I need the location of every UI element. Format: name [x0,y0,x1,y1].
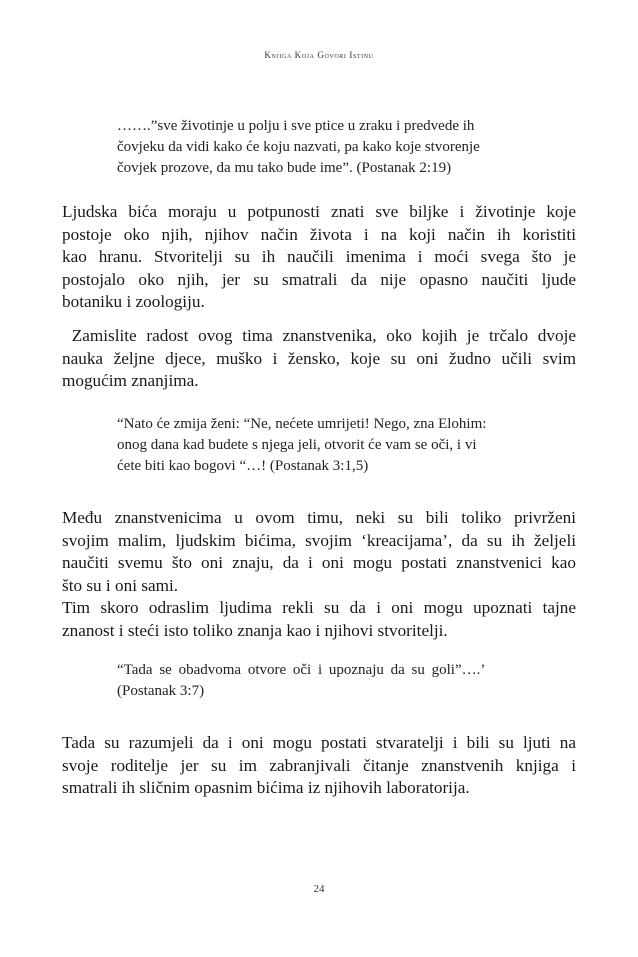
paragraph-line: Među znanstvenicima u ovom timu, neki su bili toliko privrženi [62,508,576,527]
bible-quote-genesis-2-19 [117,116,487,179]
paragraph-2 [62,325,576,393]
quote-line: ćete biti kao bogovi “…! (Postanak 3:1,5) [117,458,369,474]
paragraph-line: Zamislite radost ovog tima znanstvenika, oko kojih je trčalo dvoje [62,326,576,345]
paragraph-line: mogućim znanjima. [62,371,199,390]
quote-line: “Nato će zmija ženi: “Ne, nećete umrijeti! Nego, zna Elohim: [117,416,487,432]
paragraph-3 [62,507,576,642]
paragraph-line: naučiti svemu što oni znaju, da i oni mogu postati znanstvenici kao [62,553,576,572]
paragraph-line: svoje roditelje jer su im zabranjivali čitanje znanstvenih knjiga i [62,755,576,775]
paragraph-line: botaniku i zoologiju. [62,292,205,311]
paragraph-line: Tim skoro odraslim ljudima rekli su da i oni mogu upoznati tajne [62,598,576,617]
quote-line: onog dana kad budete s njega jeli, otvorit će vam se oči, i vi [117,437,477,453]
paragraph-line: postoje oko njih, njihov način života i na koji način ih koristiti [62,224,576,244]
paragraph-line: smatrali ih sličnim opasnim bićima iz njihovih laboratorija. [62,778,470,797]
paragraph-line: kao hranu. Stvoritelji su ih naučili imenima i moći svega što je [62,247,576,266]
bible-quote-genesis-3-1-5 [117,414,487,477]
quote-line: “Tada se obadvoma otvore oči i upoznaju da su goli”….’ [117,662,486,678]
paragraph-line: Ljudska bića moraju u potpunosti znati sve biljke i životinje koje [62,202,576,221]
quote-line: …….”sve životinje u polju i sve ptice u zraku i predvede ih [117,118,475,134]
quote-line: (Postanak 3:7) [117,683,205,699]
paragraph-line: svojim malim, ljudskim bićima, svojim ‘kreacijama’, da su ih željeli [62,530,576,550]
paragraph-4 [62,732,576,800]
paragraph-line: što su i oni sami. [62,575,179,595]
paragraph-line: postojalo oko njih, jer su smatrali da nije opasno naučiti ljude [62,269,576,289]
paragraph-line: znanost i steći isto toliko znanja kao i njihovi stvoritelji. [62,620,448,640]
running-head: Knjiga Koja Govori Istinu [264,50,374,60]
paragraph-line: nauka željne djece, muško i žensko, koje su oni žudno učili svim [62,348,576,368]
quote-line: čovjeku da vidi kako će koju nazvati, pa kako koje stvorenje [117,139,480,155]
bible-quote-genesis-3-7 [117,660,487,702]
paragraph-1 [62,201,576,314]
page-number: 24 [313,883,325,895]
quote-line: čovjek prozove, da mu tako bude ime”. (Postanak 2:19) [117,160,452,176]
paragraph-line: Tada su razumjeli da i oni mogu postati stvaratelji i bili su ljuti na [62,733,576,752]
